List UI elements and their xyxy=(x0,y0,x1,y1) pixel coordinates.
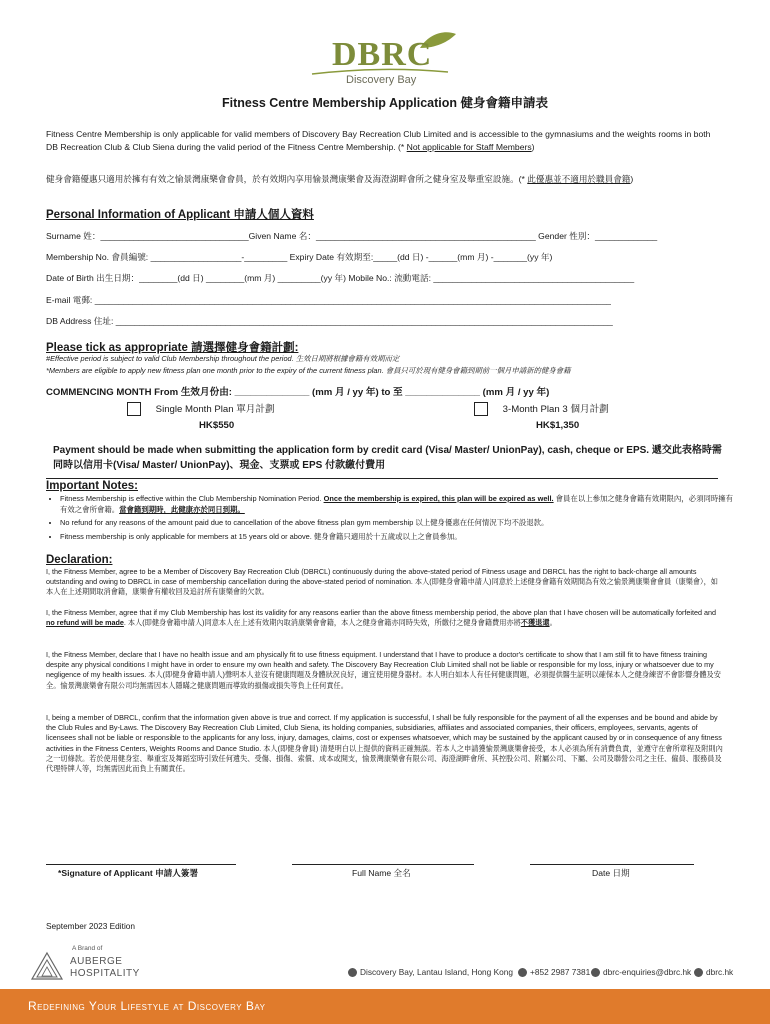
declaration-heading: Declaration: xyxy=(46,554,113,566)
contact-web[interactable]: dbrc.hk xyxy=(694,967,733,977)
form-title: Fitness Centre Membership Application 健身會籍申請表 xyxy=(222,96,548,110)
date-line[interactable] xyxy=(530,864,694,865)
three-month-plan-checkbox[interactable] xyxy=(474,402,488,416)
signature-label: *Signature of Applicant 申請人簽署 xyxy=(58,868,199,878)
email-field[interactable]: E-mail 電郵: ____________________________________________________________________________________________________________ xyxy=(46,295,611,305)
membership-field[interactable]: Membership No. 會員編號: ___________________-_________ Expiry Date 有效期至:_____(dd 日) -______(mm 月) -_______(yy 年) xyxy=(46,252,553,262)
single-plan-option[interactable] xyxy=(127,401,275,416)
auberge-logo-icon xyxy=(30,951,64,981)
declaration-p2: I, the Fitness Member, agree that if my Club Membership has lost its validity for any reasons earlier than the above fitness membership period, the above plan that I have chosen will be automatically forfeited and no refund will be made. 本人(即健身會籍申請人)同意本人在上述有效期內取消康樂會會籍，本人之健身會籍亦同時失效，所繳付之健身會籍費用亦將不獲退還。 xyxy=(46,608,716,628)
contact-phone: +852 2987 7381 xyxy=(518,967,590,977)
notes-heading: Important Notes: xyxy=(46,480,138,492)
intro-en: Fitness Centre Membership is only applicable for valid members of Discovery Bay Recreation Club Limited and is accessible to the gymnasiums and the weights rooms in both DB Recreation Club & Club Siena during the valid period of the Fitness Centre Membership. (* Not applicable for Staff Members) xyxy=(46,129,711,152)
date-label: Date 日期 xyxy=(592,868,630,878)
dbrc-logo xyxy=(300,30,470,90)
declaration-p3: I, the Fitness Member, declare that I have no health issue and am physically fit to use fitness equipment. I understand that I have to produce a doctor's certificate to show that I am still fit to have fitness training despite any physical conditions I might have in order to ensure my own health and safety. The Discovery Bay Recreation Club Limited shall not be liable or responsible for my loss, injury or whatsoever due to my negligence of my health issues. 本人(即健身會籍申請人)聲明本人並沒有健康問題及身體狀況良好，適宜使用健身器材。本人明白如本人有任何健康問題，必須提供醫生証明以確保本人之健身練習不會影響身體及安全。愉景灣康樂會有限公司均無需因本人隱瞞之健康問題而導致的損傷或損失等負上任何責任。 xyxy=(46,650,721,690)
list-item: • Fitness Membership is effective within the Club Membership Nomination Period. Once the membership is expired, this plan will be expired as well. 會員在以上參加之健身會籍有效期限內，必須同時擁有有效之會所會籍。當會籍到期時，此健康亦於同日到期。 xyxy=(60,494,740,515)
list-item: • No refund for any reasons of the amount paid due to cancellation of the above fitness plan gym membership 以上健身優惠在任何情況下均不設退款。 xyxy=(60,518,740,529)
commencing-month[interactable]: COMMENCING MONTH From 生效月份由: ______________ (mm 月 / yy 年) to 至 ______________ (mm 月 / yy 年) xyxy=(46,387,550,398)
fullname-label: Full Name 全名 xyxy=(352,868,411,878)
surname-field[interactable]: Surname 姓：_______________________________Given Name 名：______________________________________________ Gender 性別：_____________ xyxy=(46,231,658,241)
plan-heading: Please tick as appropriate 請選擇健身會籍計劃: xyxy=(46,342,299,354)
contact-address: Discovery Bay, Lantau Island, Hong Kong xyxy=(348,967,513,977)
declaration-p4: I, being a member of DBRCL, confirm that the information given above is true and correct. If my application is successful, I shall be fully responsible for the payment of all the expenses and be bound and abide by the Club Rules and By-Laws. The Discovery Bay Recreation Club Limited, Club Siena, its holding companies, subsidiaries, affiliates and associated companies, their officers, employees, servants, agents of licensees shall not be liable or responsible to the applicants for any loss, injury, damages, claims, cost or expenses whatsoever, which may be sustained by the applicant caused by or in consequence of any fitness activities in the Fitness Centers, Weights Rooms and Dance Studio. 本人(即健身會員) 清楚明白以上提供的資料正確無誤。若本人之申請獲愉景灣康樂會接受，本人必須為所有消費負責，並遵守在會所章程及附則內之一切條款。若於使用健身室、舉重室及舞蹈室時引致任何遺失、受傷、損傷、索償、成本或開支，愉景灣康樂會有限公司、海澄湖畔會所、其控股公司、附屬公司、下屬、公司及聯營公司之主任、僱員、服務員及代理特牌人等，均無需因此而負上有關責任。 xyxy=(46,713,723,774)
plan-note-1: #Effective period is subject to valid Club Membership throughout the period. 生效日期將根據會籍有效期而定 xyxy=(46,354,400,363)
fullname-line[interactable] xyxy=(292,864,474,865)
notes-list xyxy=(46,494,740,545)
address-field[interactable]: DB Address 住址: ________________________________________________________________________________________________________ xyxy=(46,316,613,326)
plan-note-2: *Members are eligible to apply new fitness plan one month prior to the expiry of the current fitness plan. 會員只可於現有健身會籍到期前一個月申請新的健身會籍 xyxy=(46,366,571,375)
logo-name: DBRC xyxy=(332,36,433,73)
contact-email[interactable]: dbrc-enquiries@dbrc.hk xyxy=(591,967,691,977)
edition-label: September 2023 Edition xyxy=(46,921,136,931)
payment-note: Payment should be made when submitting the application form by credit card (Visa/ Master/ UnionPay), cash, cheque or EPS. 遞交此表格時需同時以信用卡(Visa/ Master/ UnionPay)、現金、支票或 EPS 付款繳付費用 xyxy=(53,445,722,471)
three-month-plan-label: 3-Month Plan 3 個月計劃 xyxy=(502,404,609,415)
dob-field[interactable]: Date of Birth 出生日期：________(dd 日) ________(mm 月) _________(yy 年) Mobile No.: 流動電話: __________________________________________ xyxy=(46,273,635,283)
single-plan-checkbox[interactable] xyxy=(127,402,141,416)
phone-icon xyxy=(518,968,527,977)
intro-zh: 健身會籍優惠只適用於擁有有效之愉景灣康樂會會員，於有效期內享用愉景灣康樂會及海澄湖畔會所之健身室及舉重室設施。(* 此優惠並不適用於職員會籍) xyxy=(46,174,634,184)
single-plan-label: Single Month Plan 單月計劃 xyxy=(155,404,275,415)
three-month-plan-option[interactable] xyxy=(474,401,609,416)
declaration-p1: I, the Fitness Member, agree to be a Member of Discovery Bay Recreation Club (DBRCL) continuously during the above-stated period of Fitness usage and DBRCL has the right to back-charge all amounts outstanding and owing to DBRCL in case of membership cancellation during the above-stated period of nomination. 本人(即健身會籍申請人)同意於上述健身會籍有效期間為有效之愉景灣康樂會會員（康樂會），如本人在上述期間取消會籍，康樂會有權收回及追討所有康樂會的欠款。 xyxy=(46,567,718,597)
personal-heading: Personal Information of Applicant 申請人個人資料 xyxy=(46,209,314,221)
signature-line[interactable] xyxy=(46,864,236,865)
globe-icon xyxy=(694,968,703,977)
email-icon xyxy=(591,968,600,977)
auberge-brand: A Brand of AUBERGE HOSPITALITY xyxy=(30,945,140,985)
single-plan-price: HK$550 xyxy=(199,420,235,431)
footer-band xyxy=(0,989,770,1024)
list-item: • Fitness membership is only applicable for members at 15 years old or above. 健身會籍只適用於十五歲或以上之會員參加。 xyxy=(60,532,740,543)
logo-subtitle: Discovery Bay xyxy=(346,74,417,86)
divider xyxy=(46,478,718,479)
location-icon xyxy=(348,968,357,977)
footer-tagline: Redefining Your Lifestyle at Discovery Bay xyxy=(28,999,266,1013)
three-month-plan-price: HK$1,350 xyxy=(536,420,580,431)
